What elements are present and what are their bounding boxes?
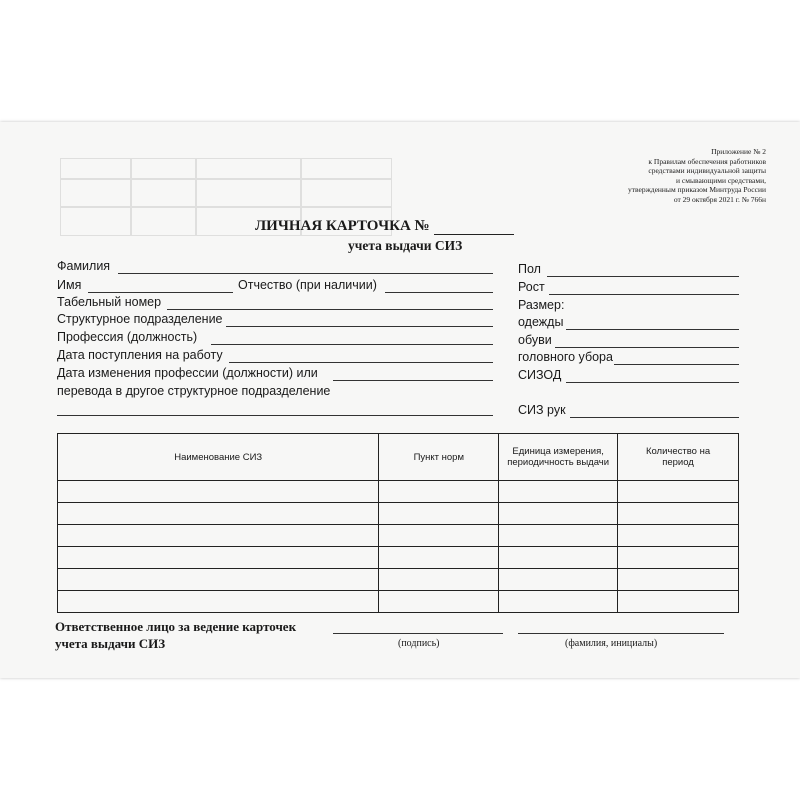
- appendix-line: от 29 октября 2021 г. № 766н: [673, 194, 766, 204]
- appendix-line: к Правилам обеспечения работников: [648, 156, 766, 166]
- form-title-text: ЛИЧНАЯ КАРТОЧКА №: [255, 218, 430, 234]
- table-cell[interactable]: [58, 525, 379, 547]
- height-label: Рост: [518, 280, 545, 294]
- appendix-line: и смывающими средствами,: [676, 175, 766, 185]
- table-cell[interactable]: [58, 503, 379, 525]
- gloves-label: СИЗ рук: [518, 403, 566, 417]
- profession-field[interactable]: [211, 344, 493, 345]
- gender-field[interactable]: [547, 276, 739, 277]
- clothes-size-field[interactable]: [566, 329, 739, 330]
- size-label: Размер:: [518, 298, 565, 312]
- tab-number-label: Табельный номер: [57, 295, 162, 309]
- table-cell[interactable]: [499, 503, 618, 525]
- appendix-line: утвержденным приказом Минтруда России: [627, 185, 766, 194]
- signature-caption: (подпись): [398, 638, 440, 649]
- table-cell[interactable]: [58, 547, 379, 569]
- responsible-label-1: Ответственное лицо за ведение карточек: [55, 619, 297, 634]
- table-cell[interactable]: [618, 569, 739, 591]
- form-subtitle: учета выдачи СИЗ: [348, 238, 463, 253]
- change-date-label-1: Дата изменения профессии (должности) или: [57, 366, 318, 380]
- header-quantity: Количество на период: [618, 434, 739, 481]
- headwear-size-label: головного убора: [518, 350, 613, 364]
- height-field[interactable]: [549, 294, 739, 295]
- table-cell[interactable]: [618, 503, 739, 525]
- name-caption: (фамилия, инициалы): [565, 638, 658, 649]
- header-norm-item: Пункт норм: [379, 434, 499, 481]
- department-field[interactable]: [226, 326, 493, 327]
- table-cell[interactable]: [499, 525, 618, 547]
- full-name-field[interactable]: [518, 633, 724, 634]
- table-cell[interactable]: [618, 547, 739, 569]
- table-cell[interactable]: [379, 569, 499, 591]
- shoes-size-label: обуви: [518, 333, 552, 347]
- change-date-label-2: перевода в другое структурное подразделение: [57, 384, 331, 398]
- change-date-field-1[interactable]: [333, 380, 493, 381]
- table-row: [58, 547, 739, 569]
- gender-label: Пол: [518, 262, 541, 276]
- table-cell[interactable]: [618, 591, 739, 613]
- signature-field[interactable]: [333, 633, 503, 634]
- table-cell[interactable]: [58, 591, 379, 613]
- table-cell[interactable]: [379, 503, 499, 525]
- patronymic-field[interactable]: [385, 292, 493, 293]
- table-cell[interactable]: [499, 481, 618, 503]
- table-cell[interactable]: [499, 547, 618, 569]
- name-label: Имя: [57, 278, 82, 292]
- appendix-line: Приложение № 2: [711, 147, 766, 156]
- table-cell[interactable]: [499, 591, 618, 613]
- responsible-label-2: учета выдачи СИЗ: [55, 636, 166, 651]
- table-row: [58, 569, 739, 591]
- appendix-line: средствами индивидуальной защиты: [648, 166, 766, 175]
- patronymic-label: Отчество (при наличии): [238, 278, 377, 292]
- table-cell[interactable]: [58, 481, 379, 503]
- table-cell[interactable]: [379, 525, 499, 547]
- hire-date-label: Дата поступления на работу: [57, 348, 223, 362]
- table-cell[interactable]: [618, 481, 739, 503]
- table-row: [58, 591, 739, 613]
- clothes-size-label: одежды: [518, 315, 564, 329]
- change-date-field-2[interactable]: [57, 415, 493, 416]
- table-cell[interactable]: [58, 569, 379, 591]
- ppe-issue-table: [57, 433, 739, 613]
- appendix-note: [466, 147, 766, 204]
- table-cell[interactable]: [379, 481, 499, 503]
- header-unit-periodicity: Единица измерения, периодичность выдачи: [499, 434, 618, 481]
- shoes-size-field[interactable]: [555, 347, 739, 348]
- tab-number-field[interactable]: [167, 309, 493, 310]
- surname-label: Фамилия: [57, 259, 111, 273]
- table-header-row: [58, 434, 739, 481]
- table-cell[interactable]: [499, 569, 618, 591]
- name-field[interactable]: [88, 292, 233, 293]
- sizod-field[interactable]: [566, 382, 739, 383]
- headwear-size-field[interactable]: [614, 364, 739, 365]
- table-cell[interactable]: [379, 547, 499, 569]
- form-title: [255, 218, 555, 235]
- table-row: [58, 525, 739, 547]
- gloves-field[interactable]: [570, 417, 739, 418]
- profession-label: Профессия (должность): [57, 330, 198, 344]
- header-ppe-name: Наименование СИЗ: [58, 434, 379, 481]
- table-row: [58, 503, 739, 525]
- sizod-label: СИЗОД: [518, 368, 562, 382]
- table-cell[interactable]: [379, 591, 499, 613]
- surname-field[interactable]: [118, 273, 493, 274]
- hire-date-field[interactable]: [229, 362, 493, 363]
- table-row: [58, 481, 739, 503]
- card-number-field[interactable]: [434, 221, 514, 235]
- table-cell[interactable]: [618, 525, 739, 547]
- department-label: Структурное подразделение: [57, 312, 223, 326]
